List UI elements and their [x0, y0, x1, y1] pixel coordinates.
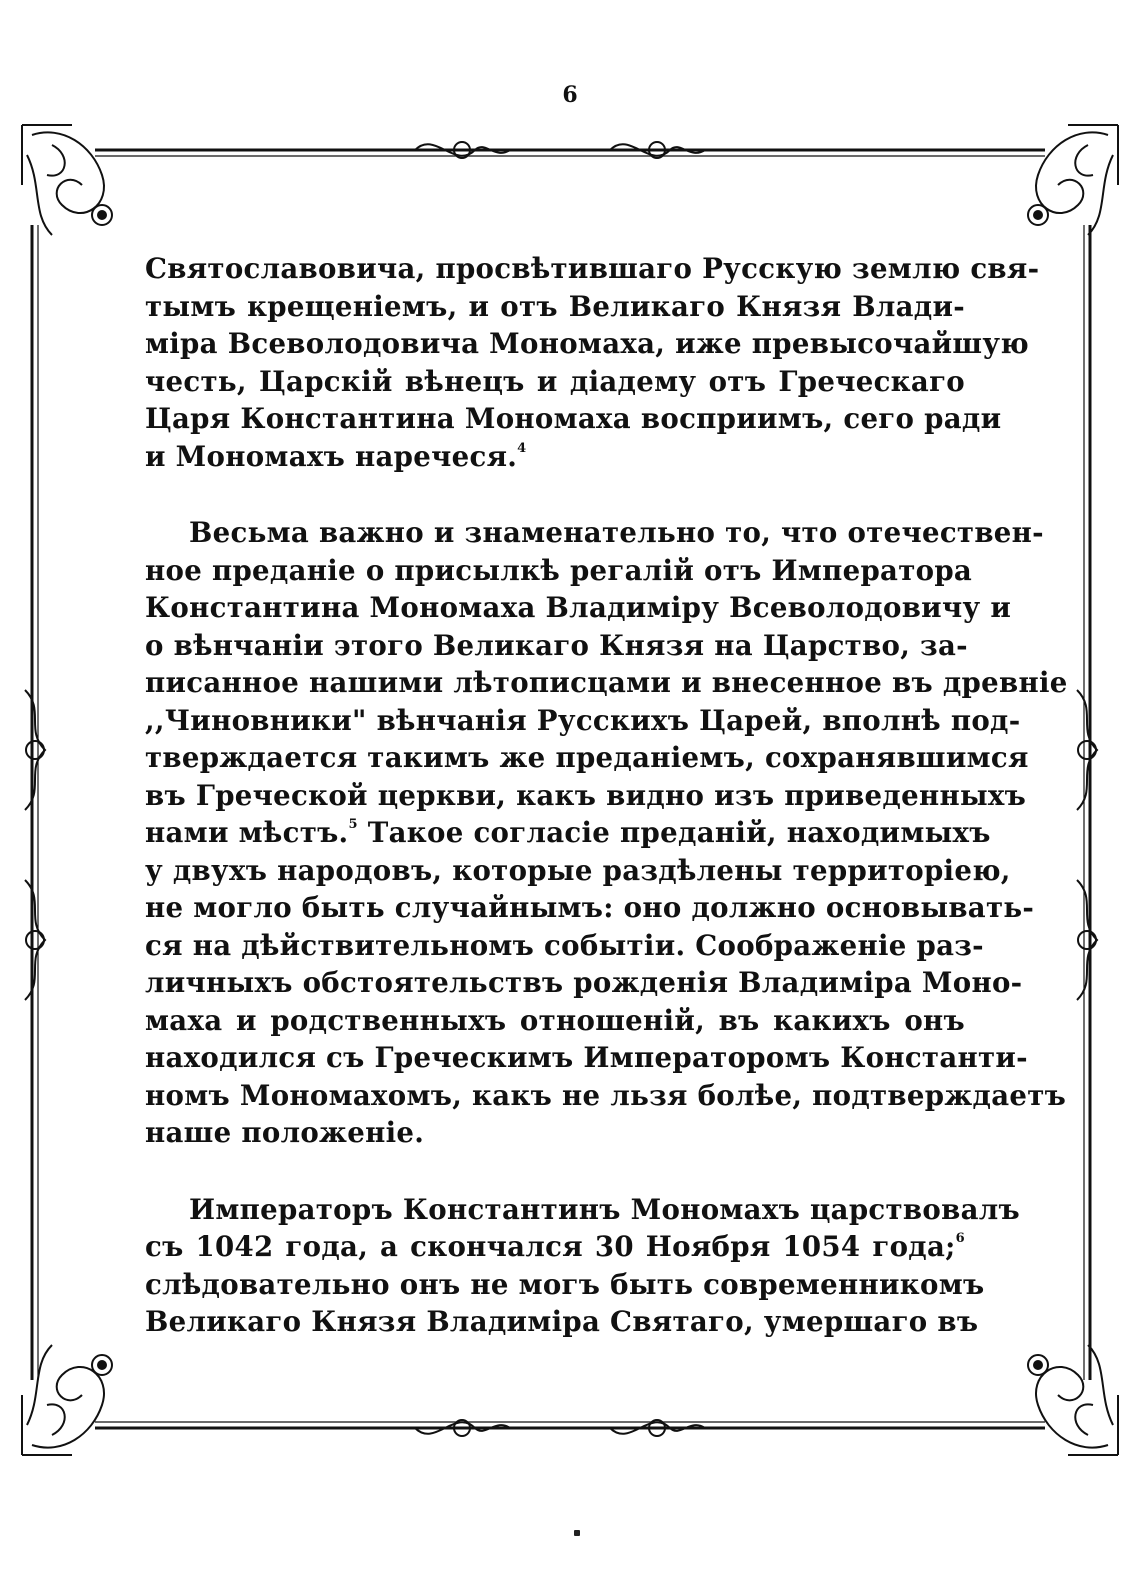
text-line: міра Всеволодовича Мономаха, иже превысочайшую — [145, 327, 1029, 360]
text-line: номъ Мономахомъ, какъ не льзя болѣе, подтверждаетъ — [145, 1078, 1067, 1112]
text-line: находился съ Греческимъ Императоромъ Константи- — [145, 1041, 1028, 1074]
text-line: Святославовича, просвѣтившаго Русскую землю свя- — [145, 252, 1040, 285]
text-line-content: съ 1042 года, а скончался 30 Ноября 1054 года; — [145, 1230, 956, 1263]
text-line-content: нами мѣстъ. — [145, 816, 349, 849]
text-line: слѣдовательно онъ не могъ быть современникомъ — [145, 1267, 985, 1301]
text-line: не могло быть случайнымъ: оно должно основывать- — [145, 891, 1035, 924]
text-line: личныхъ обстоятельствъ рожденія Владиміра Моно- — [145, 966, 1023, 999]
text-line: писанное нашими лѣтописцами и внесенное въ древніе — [145, 666, 1068, 699]
text-line: тверждается такимъ же преданіемъ, сохранявшимся — [145, 741, 1029, 774]
text-line-continuation: Такое согласіе преданій, находимыхъ — [367, 816, 991, 849]
footnote-marker: 5 — [348, 817, 358, 832]
paragraph-3 — [145, 1191, 1020, 1341]
body-text — [145, 250, 1068, 1380]
text-line: Весьма важно и знаменательно то, что отечествен- — [189, 516, 1044, 549]
text-line: ное преданіе о присылкѣ регалій отъ Императора — [145, 553, 973, 587]
text-line — [145, 814, 991, 852]
print-speck — [574, 1530, 580, 1536]
footnote-marker: 6 — [955, 1231, 965, 1246]
paragraph-2 — [145, 514, 1068, 1152]
footnote-marker: 4 — [517, 440, 527, 456]
text-line: Царя Константина Мономаха восприимъ, сего ради — [145, 402, 1002, 435]
text-line: Великаго Князя Владиміра Святаго, умершаго въ — [145, 1305, 979, 1338]
text-line — [145, 438, 965, 476]
text-line: ,,Чиновники" вѣнчанія Русскихъ Царей, вполнѣ под- — [145, 703, 1021, 737]
text-line: о вѣнчаніи этого Великаго Князя на Царство, за- — [145, 628, 968, 662]
text-line — [145, 1228, 965, 1266]
text-line: тымъ крещеніемъ, и отъ Великаго Князя Влади- — [145, 289, 965, 323]
text-line: ся на дѣйствительномъ событіи. Соображеніе раз- — [145, 928, 984, 962]
text-line: наше положеніе. — [145, 1116, 425, 1149]
text-line-content: и Мономахъ наречеся. — [145, 439, 518, 473]
text-line: маха и родственныхъ отношеній, въ какихъ онъ — [145, 1003, 965, 1037]
text-line: у двухъ народовъ, которые раздѣлены территоріею, — [145, 853, 1011, 887]
text-line: Константина Мономаха Владиміру Всеволодовичу и — [145, 591, 1012, 624]
paragraph-1 — [145, 250, 1040, 475]
text-line: въ Греческой церкви, какъ видно изъ приведенныхъ — [145, 778, 1027, 812]
page-number: 6 — [562, 82, 578, 108]
text-line: честь, Царскій вѣнецъ и діадему отъ Греческаго — [145, 364, 965, 398]
text-line: Императоръ Константинъ Мономахъ царствовалъ — [189, 1192, 1020, 1226]
